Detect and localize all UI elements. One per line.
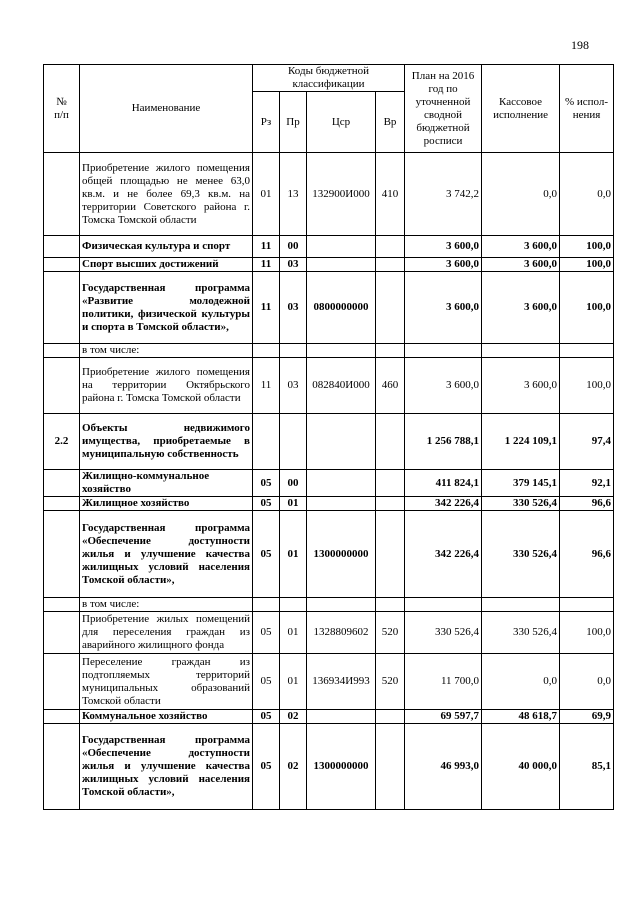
cell-rz: 05	[253, 710, 280, 724]
cell-pct: 92,1	[560, 470, 614, 497]
cell-num	[44, 511, 80, 598]
header-pr: Пр	[280, 92, 307, 153]
cell-name: в том числе:	[80, 598, 253, 612]
cell-csr	[307, 710, 376, 724]
cell-name: Приобретение жилого помещения общей площадью не менее 63,0 кв.м. и не более 69,3 кв.м. на территории Советского района г. Томска Томской области	[80, 153, 253, 236]
cell-csr	[307, 598, 376, 612]
table-row	[44, 414, 614, 470]
table-row	[44, 724, 614, 810]
cell-cash: 3 600,0	[482, 258, 560, 272]
cell-plan	[405, 598, 482, 612]
cell-name: Спорт высших достижений	[80, 258, 253, 272]
cell-num	[44, 598, 80, 612]
cell-cash	[482, 344, 560, 358]
cell-num	[44, 236, 80, 258]
table-row	[44, 710, 614, 724]
cell-rz	[253, 414, 280, 470]
cell-pr	[280, 598, 307, 612]
page-number: 198	[571, 38, 589, 52]
cell-vr	[376, 258, 405, 272]
table-row	[44, 153, 614, 236]
cell-name: в том числе:	[80, 344, 253, 358]
cell-csr	[307, 344, 376, 358]
cell-cash: 379 145,1	[482, 470, 560, 497]
cell-rz: 11	[253, 272, 280, 344]
cell-pr: 03	[280, 272, 307, 344]
cell-vr	[376, 710, 405, 724]
header-plan: План на 2016 год по уточненной сводной бюджетной росписи	[405, 65, 482, 153]
cell-pr: 03	[280, 258, 307, 272]
table-row	[44, 272, 614, 344]
cell-rz: 05	[253, 497, 280, 511]
cell-plan: 411 824,1	[405, 470, 482, 497]
cell-cash	[482, 598, 560, 612]
cell-vr: 410	[376, 153, 405, 236]
cell-csr: 136934И993	[307, 654, 376, 710]
header-rz: Рз	[253, 92, 280, 153]
cell-vr	[376, 511, 405, 598]
budget-table	[43, 64, 614, 810]
cell-num	[44, 470, 80, 497]
cell-plan: 46 993,0	[405, 724, 482, 810]
cell-pct: 100,0	[560, 612, 614, 654]
cell-pr: 02	[280, 710, 307, 724]
cell-pr: 00	[280, 470, 307, 497]
table-row	[44, 258, 614, 272]
table-row	[44, 612, 614, 654]
cell-name: Приобретение жилого помещения на территории Октябрьского района г. Томска Томской области	[80, 358, 253, 414]
cell-rz: 01	[253, 153, 280, 236]
table-row	[44, 236, 614, 258]
cell-vr: 520	[376, 654, 405, 710]
cell-num: 2.2	[44, 414, 80, 470]
cell-pct: 0,0	[560, 654, 614, 710]
header-pct: % испол-нения	[560, 65, 614, 153]
header-cash: Кассовое исполнение	[482, 65, 560, 153]
cell-pct: 69,9	[560, 710, 614, 724]
cell-name: Государственная программа «Развитие молодежной политики, физической культуры и спорта в Томской области»,	[80, 272, 253, 344]
cell-cash: 330 526,4	[482, 612, 560, 654]
cell-rz: 05	[253, 511, 280, 598]
cell-csr	[307, 414, 376, 470]
cell-vr	[376, 344, 405, 358]
cell-vr	[376, 414, 405, 470]
cell-rz: 05	[253, 612, 280, 654]
cell-pr: 01	[280, 654, 307, 710]
cell-csr	[307, 236, 376, 258]
cell-vr: 520	[376, 612, 405, 654]
cell-cash: 0,0	[482, 153, 560, 236]
cell-pr	[280, 344, 307, 358]
cell-rz: 05	[253, 724, 280, 810]
cell-rz	[253, 598, 280, 612]
cell-cash: 40 000,0	[482, 724, 560, 810]
cell-cash: 330 526,4	[482, 511, 560, 598]
cell-csr: 1300000000	[307, 511, 376, 598]
header-codes: Коды бюджетной классификации	[253, 65, 405, 92]
cell-vr	[376, 724, 405, 810]
cell-pct: 100,0	[560, 258, 614, 272]
cell-plan: 3 600,0	[405, 358, 482, 414]
cell-vr	[376, 236, 405, 258]
cell-vr	[376, 272, 405, 344]
table-row	[44, 511, 614, 598]
cell-pct: 100,0	[560, 358, 614, 414]
cell-num	[44, 497, 80, 511]
cell-pr: 01	[280, 511, 307, 598]
cell-num	[44, 153, 80, 236]
cell-plan: 342 226,4	[405, 511, 482, 598]
cell-pr: 01	[280, 612, 307, 654]
cell-csr: 1328809602	[307, 612, 376, 654]
cell-plan: 3 600,0	[405, 258, 482, 272]
cell-pct	[560, 598, 614, 612]
cell-num	[44, 710, 80, 724]
cell-cash: 48 618,7	[482, 710, 560, 724]
cell-vr: 460	[376, 358, 405, 414]
cell-cash: 3 600,0	[482, 236, 560, 258]
cell-vr	[376, 497, 405, 511]
cell-csr: 082840И000	[307, 358, 376, 414]
cell-rz	[253, 344, 280, 358]
cell-num	[44, 258, 80, 272]
cell-plan: 330 526,4	[405, 612, 482, 654]
cell-num	[44, 272, 80, 344]
cell-cash: 1 224 109,1	[482, 414, 560, 470]
cell-name: Жилищное хозяйство	[80, 497, 253, 511]
table-row	[44, 598, 614, 612]
cell-csr	[307, 497, 376, 511]
cell-name: Государственная программа «Обеспечение доступности жилья и улучшение качества жилищных условий населения Томской области»,	[80, 511, 253, 598]
cell-name: Объекты недвижимого имущества, приобретаемые в муниципальную собственность	[80, 414, 253, 470]
cell-name: Жилищно-коммунальное хозяйство	[80, 470, 253, 497]
cell-cash: 3 600,0	[482, 272, 560, 344]
cell-cash: 3 600,0	[482, 358, 560, 414]
cell-plan: 1 256 788,1	[405, 414, 482, 470]
table-row	[44, 497, 614, 511]
table-row	[44, 344, 614, 358]
cell-rz: 11	[253, 358, 280, 414]
cell-name: Физическая культура и спорт	[80, 236, 253, 258]
cell-plan: 3 600,0	[405, 236, 482, 258]
cell-rz: 11	[253, 258, 280, 272]
cell-pct: 0,0	[560, 153, 614, 236]
cell-csr	[307, 258, 376, 272]
cell-pct	[560, 344, 614, 358]
cell-csr: 0800000000	[307, 272, 376, 344]
cell-csr: 1300000000	[307, 724, 376, 810]
cell-pr: 00	[280, 236, 307, 258]
cell-pct: 85,1	[560, 724, 614, 810]
cell-rz: 05	[253, 654, 280, 710]
cell-name: Переселение граждан из подтопляемых территорий муниципальных образований Томской области	[80, 654, 253, 710]
cell-name: Приобретение жилых помещений для переселения граждан из аварийного жилищного фонда	[80, 612, 253, 654]
header-vr: Вр	[376, 92, 405, 153]
cell-plan: 11 700,0	[405, 654, 482, 710]
cell-vr	[376, 470, 405, 497]
cell-plan: 69 597,7	[405, 710, 482, 724]
cell-cash: 330 526,4	[482, 497, 560, 511]
cell-num	[44, 344, 80, 358]
cell-name: Государственная программа «Обеспечение доступности жилья и улучшение качества жилищных условий населения Томской области»,	[80, 724, 253, 810]
cell-pct: 97,4	[560, 414, 614, 470]
cell-pr	[280, 414, 307, 470]
cell-vr	[376, 598, 405, 612]
cell-pr: 01	[280, 497, 307, 511]
cell-rz: 11	[253, 236, 280, 258]
cell-cash: 0,0	[482, 654, 560, 710]
table-row	[44, 358, 614, 414]
cell-num	[44, 612, 80, 654]
cell-pr: 13	[280, 153, 307, 236]
cell-plan: 342 226,4	[405, 497, 482, 511]
cell-pct: 100,0	[560, 236, 614, 258]
header-csr: Цср	[307, 92, 376, 153]
header-num: № п/п	[44, 65, 80, 153]
table-row	[44, 654, 614, 710]
cell-pct: 100,0	[560, 272, 614, 344]
cell-num	[44, 358, 80, 414]
cell-num	[44, 654, 80, 710]
cell-csr	[307, 470, 376, 497]
cell-plan: 3 600,0	[405, 272, 482, 344]
cell-plan	[405, 344, 482, 358]
cell-pr: 02	[280, 724, 307, 810]
cell-pct: 96,6	[560, 511, 614, 598]
cell-pct: 96,6	[560, 497, 614, 511]
cell-pr: 03	[280, 358, 307, 414]
cell-num	[44, 724, 80, 810]
cell-csr: 132900И000	[307, 153, 376, 236]
cell-rz: 05	[253, 470, 280, 497]
cell-plan: 3 742,2	[405, 153, 482, 236]
cell-name: Коммунальное хозяйство	[80, 710, 253, 724]
table-row	[44, 470, 614, 497]
header-name: Наименование	[80, 65, 253, 153]
